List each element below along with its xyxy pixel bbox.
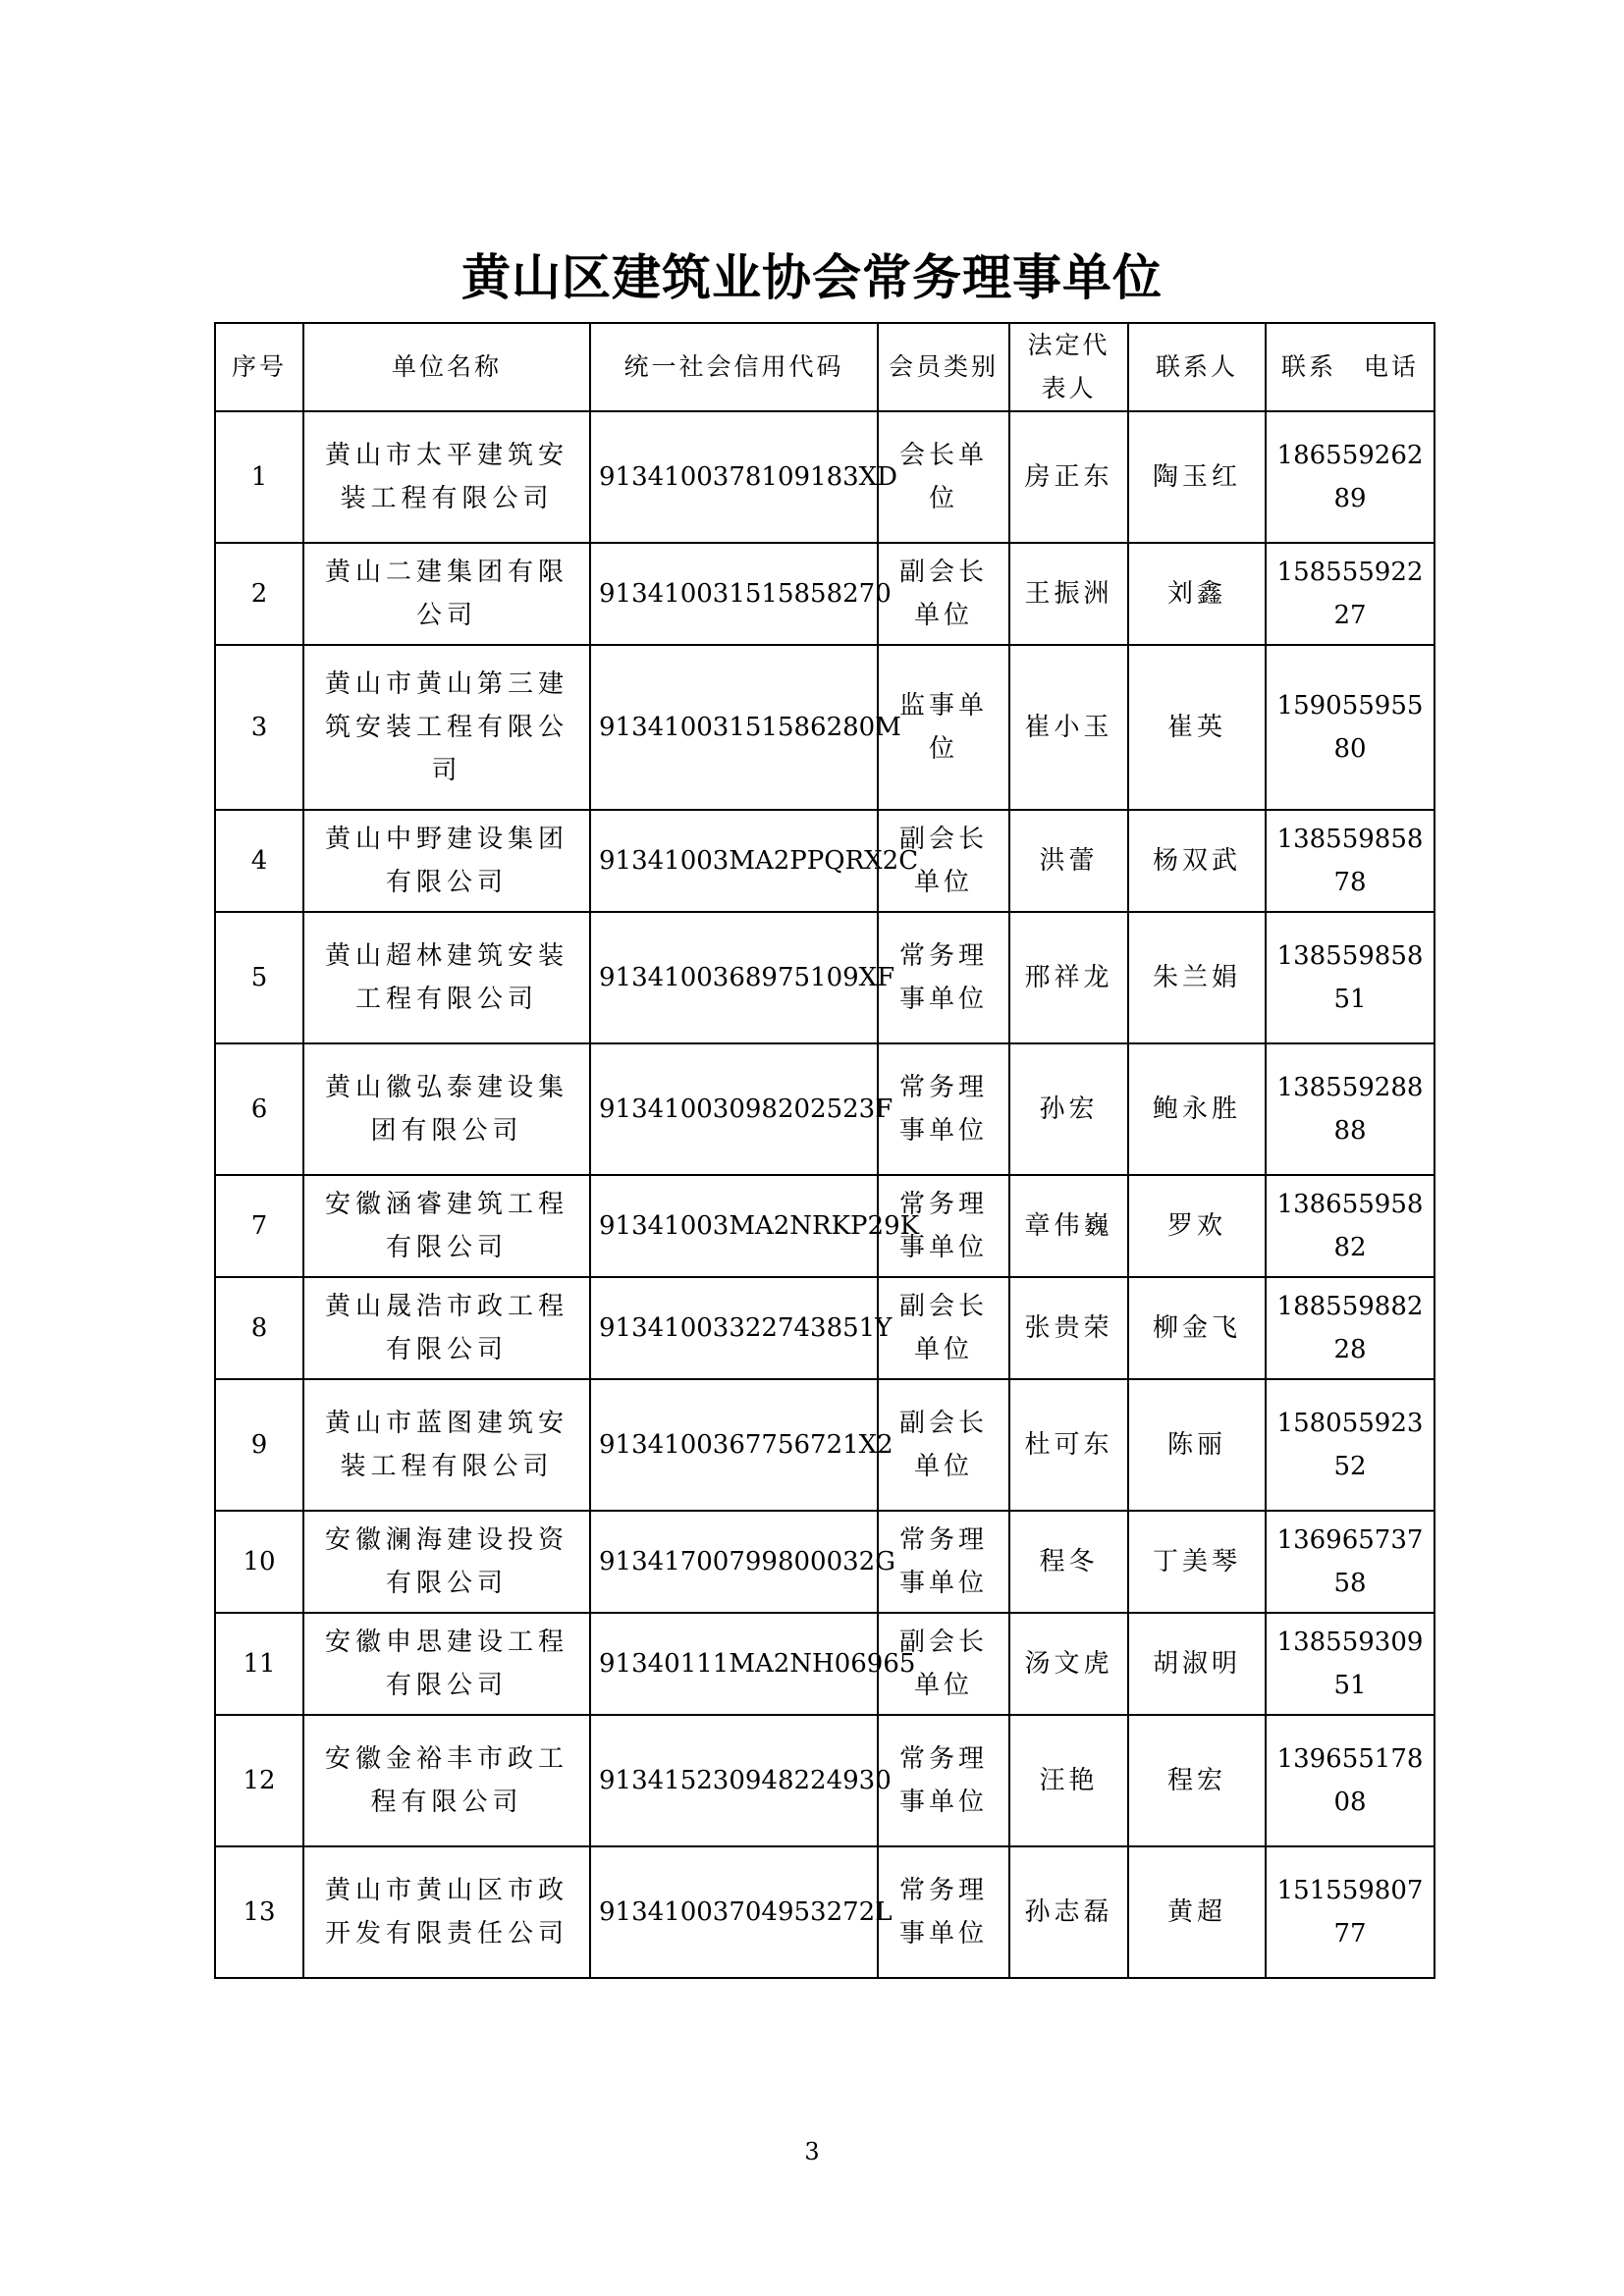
cell-legal-representative: 汤文虎 bbox=[1009, 1613, 1128, 1715]
cell-index: 5 bbox=[215, 912, 303, 1043]
cell-company-name: 黄山徽弘泰建设集团有限公司 bbox=[303, 1043, 590, 1175]
cell-phone: 15905595580 bbox=[1266, 645, 1435, 810]
cell-contact-person: 陈丽 bbox=[1128, 1379, 1266, 1511]
cell-company-name: 黄山市黄山区市政开发有限责任公司 bbox=[303, 1846, 590, 1978]
cell-contact-person: 柳金飞 bbox=[1128, 1277, 1266, 1379]
cell-contact-person: 丁美琴 bbox=[1128, 1511, 1266, 1613]
cell-contact-person: 程宏 bbox=[1128, 1715, 1266, 1846]
cell-credit-code: 913410031515858270 bbox=[590, 543, 878, 645]
cell-member-category: 常务理事单位 bbox=[878, 1511, 1009, 1613]
table-row bbox=[215, 645, 1435, 810]
cell-contact-person: 崔英 bbox=[1128, 645, 1266, 810]
cell-company-name: 安徽澜海建设投资有限公司 bbox=[303, 1511, 590, 1613]
cell-credit-code: 9134100378109183XD bbox=[590, 411, 878, 543]
cell-legal-representative: 杜可东 bbox=[1009, 1379, 1128, 1511]
page-title: 黄山区建筑业协会常务理事单位 bbox=[461, 249, 1163, 306]
cell-company-name: 安徽申思建设工程有限公司 bbox=[303, 1613, 590, 1715]
cell-contact-person: 陶玉红 bbox=[1128, 411, 1266, 543]
table-row bbox=[215, 411, 1435, 543]
cell-credit-code: 91341003151586280M bbox=[590, 645, 878, 810]
cell-legal-representative: 章伟巍 bbox=[1009, 1175, 1128, 1277]
cell-credit-code: 91341003322743851Y bbox=[590, 1277, 878, 1379]
cell-phone: 13855928888 bbox=[1266, 1043, 1435, 1175]
cell-company-name: 安徽金裕丰市政工程有限公司 bbox=[303, 1715, 590, 1846]
cell-company-name: 黄山中野建设集团有限公司 bbox=[303, 810, 590, 912]
table-row bbox=[215, 1846, 1435, 1978]
cell-member-category: 常务理事单位 bbox=[878, 912, 1009, 1043]
cell-index: 4 bbox=[215, 810, 303, 912]
cell-member-category: 副会长单位 bbox=[878, 810, 1009, 912]
cell-contact-person: 刘鑫 bbox=[1128, 543, 1266, 645]
cell-credit-code: 91340111MA2NH06965 bbox=[590, 1613, 878, 1715]
cell-index: 3 bbox=[215, 645, 303, 810]
cell-phone: 15155980777 bbox=[1266, 1846, 1435, 1978]
cell-contact-person: 杨双武 bbox=[1128, 810, 1266, 912]
cell-member-category: 常务理事单位 bbox=[878, 1715, 1009, 1846]
cell-phone: 13696573758 bbox=[1266, 1511, 1435, 1613]
cell-index: 7 bbox=[215, 1175, 303, 1277]
cell-company-name: 黄山超林建筑安装工程有限公司 bbox=[303, 912, 590, 1043]
cell-phone: 13855985878 bbox=[1266, 810, 1435, 912]
cell-legal-representative: 崔小玉 bbox=[1009, 645, 1128, 810]
table-row bbox=[215, 1175, 1435, 1277]
cell-phone: 18655926289 bbox=[1266, 411, 1435, 543]
table-row bbox=[215, 1379, 1435, 1511]
cell-company-name: 黄山晟浩市政工程有限公司 bbox=[303, 1277, 590, 1379]
table-row bbox=[215, 543, 1435, 645]
cell-credit-code: 913415230948224930 bbox=[590, 1715, 878, 1846]
cell-phone: 15805592352 bbox=[1266, 1379, 1435, 1511]
cell-company-name: 黄山市蓝图建筑安装工程有限公司 bbox=[303, 1379, 590, 1511]
cell-index: 8 bbox=[215, 1277, 303, 1379]
cell-credit-code: 91341700799800032G bbox=[590, 1511, 878, 1613]
cell-legal-representative: 洪蕾 bbox=[1009, 810, 1128, 912]
table-row bbox=[215, 1277, 1435, 1379]
cell-company-name: 黄山市黄山第三建筑安装工程有限公司 bbox=[303, 645, 590, 810]
cell-phone: 18855988228 bbox=[1266, 1277, 1435, 1379]
cell-member-category: 常务理事单位 bbox=[878, 1846, 1009, 1978]
cell-credit-code: 91341003098202523F bbox=[590, 1043, 878, 1175]
table-row bbox=[215, 1511, 1435, 1613]
table-row bbox=[215, 1715, 1435, 1846]
cell-member-category: 副会长单位 bbox=[878, 543, 1009, 645]
cell-company-name: 黄山二建集团有限公司 bbox=[303, 543, 590, 645]
cell-phone: 13965517808 bbox=[1266, 1715, 1435, 1846]
cell-contact-person: 鲍永胜 bbox=[1128, 1043, 1266, 1175]
header-code: 统一社会信用代码 bbox=[590, 323, 878, 411]
cell-index: 2 bbox=[215, 543, 303, 645]
cell-phone: 13855930951 bbox=[1266, 1613, 1435, 1715]
cell-legal-representative: 汪艳 bbox=[1009, 1715, 1128, 1846]
cell-credit-code: 91341003MA2PPQRX2C bbox=[590, 810, 878, 912]
table-row bbox=[215, 1613, 1435, 1715]
cell-contact-person: 罗欢 bbox=[1128, 1175, 1266, 1277]
cell-member-category: 副会长单位 bbox=[878, 1613, 1009, 1715]
cell-contact-person: 朱兰娟 bbox=[1128, 912, 1266, 1043]
cell-index: 11 bbox=[215, 1613, 303, 1715]
table-row bbox=[215, 810, 1435, 912]
header-representative: 法定代表人 bbox=[1009, 323, 1128, 411]
cell-legal-representative: 邢祥龙 bbox=[1009, 912, 1128, 1043]
cell-index: 12 bbox=[215, 1715, 303, 1846]
cell-index: 1 bbox=[215, 411, 303, 543]
cell-company-name: 安徽涵睿建筑工程有限公司 bbox=[303, 1175, 590, 1277]
cell-credit-code: 9134100367756721X2 bbox=[590, 1379, 878, 1511]
table-row bbox=[215, 1043, 1435, 1175]
cell-legal-representative: 王振洲 bbox=[1009, 543, 1128, 645]
page-number: 3 bbox=[804, 2138, 820, 2165]
cell-credit-code: 9134100368975109XF bbox=[590, 912, 878, 1043]
cell-credit-code: 91341003704953272L bbox=[590, 1846, 878, 1978]
header-row bbox=[215, 323, 1435, 411]
cell-index: 13 bbox=[215, 1846, 303, 1978]
header-name: 单位名称 bbox=[303, 323, 590, 411]
cell-index: 10 bbox=[215, 1511, 303, 1613]
cell-legal-representative: 张贵荣 bbox=[1009, 1277, 1128, 1379]
cell-contact-person: 黄超 bbox=[1128, 1846, 1266, 1978]
cell-member-category: 常务理事单位 bbox=[878, 1043, 1009, 1175]
header-contact: 联系人 bbox=[1128, 323, 1266, 411]
cell-phone: 13855985851 bbox=[1266, 912, 1435, 1043]
member-table bbox=[214, 322, 1435, 1979]
cell-member-category: 常务理事单位 bbox=[878, 1175, 1009, 1277]
cell-phone: 15855592227 bbox=[1266, 543, 1435, 645]
cell-credit-code: 91341003MA2NRKP29K bbox=[590, 1175, 878, 1277]
cell-legal-representative: 孙志磊 bbox=[1009, 1846, 1128, 1978]
cell-member-category: 副会长单位 bbox=[878, 1379, 1009, 1511]
table-row bbox=[215, 912, 1435, 1043]
cell-company-name: 黄山市太平建筑安装工程有限公司 bbox=[303, 411, 590, 543]
header-phone: 联系 电话 bbox=[1266, 323, 1435, 411]
cell-member-category: 会长单位 bbox=[878, 411, 1009, 543]
cell-index: 6 bbox=[215, 1043, 303, 1175]
cell-legal-representative: 程冬 bbox=[1009, 1511, 1128, 1613]
cell-legal-representative: 房正东 bbox=[1009, 411, 1128, 543]
cell-index: 9 bbox=[215, 1379, 303, 1511]
table-body bbox=[215, 411, 1435, 1978]
cell-member-category: 副会长单位 bbox=[878, 1277, 1009, 1379]
cell-legal-representative: 孙宏 bbox=[1009, 1043, 1128, 1175]
header-index: 序号 bbox=[215, 323, 303, 411]
cell-member-category: 监事单位 bbox=[878, 645, 1009, 810]
cell-contact-person: 胡淑明 bbox=[1128, 1613, 1266, 1715]
header-category: 会员类别 bbox=[878, 323, 1009, 411]
cell-phone: 13865595882 bbox=[1266, 1175, 1435, 1277]
